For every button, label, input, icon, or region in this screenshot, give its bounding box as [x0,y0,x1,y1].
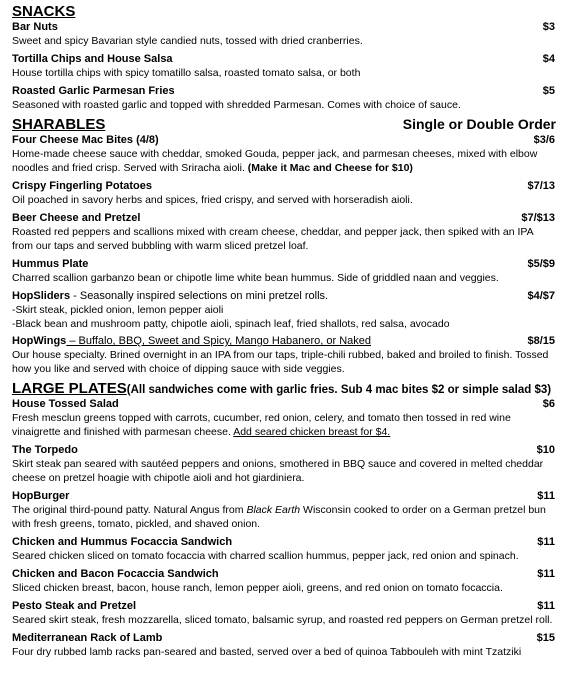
item-description: Four dry rubbed lamb racks pan-seared and basted, served over a bed of quinoa Tabbouleh with mint Tzatziki [12,646,522,658]
item-price: $8/15 [527,335,555,347]
item-description: House tortilla chips with spicy tomatillo salsa, roasted tomato salsa, or both [12,67,361,79]
item-name: Beer Cheese and Pretzel [12,212,141,224]
item-name: Bar Nuts [12,21,58,33]
item-price: $11 [537,600,555,612]
menu-item-beer-cheese [12,211,556,253]
item-price: $11 [537,490,555,502]
item-name: Tortilla Chips and House Salsa [12,53,173,65]
item-name: Hummus Plate [12,258,89,270]
large-plates-note: (All sandwiches come with garlic fries. Sub 4 mac bites $2 or simple salad $3) [126,384,552,396]
item-price: $5/$9 [527,258,555,270]
item-name: The Torpedo [12,444,78,456]
large-plates-header [12,380,556,397]
item-description: Our house specialty. Brined overnight in an IPA from our taps, triple-chili rubbed, baked and broiled to finish. Tossed how you like and served with choice of dipping sauce with side veggies. [12,349,549,375]
item-description: Fresh mesclun greens topped with carrots, cucumber, red onion, celery, and tomato then tossed in red wine vinaigrette and finished with parmesan cheese. Add seared chicken breast for $4. [12,412,511,438]
menu-item-hopsliders [12,289,556,331]
item-name: Roasted Garlic Parmesan Fries [12,85,175,97]
item-description: Seared chicken sliced on tomato focaccia with charred scallion hummus, pepper jack, red onion and spinach. [12,550,519,562]
slider-option: -Skirt steak, pickled onion, lemon pepper aioli [12,304,224,316]
menu-item-mac-bites [12,133,556,175]
menu-item-tortilla-chips [12,52,556,80]
item-price: $7/13 [527,180,555,192]
item-description: Home-made cheese sauce with cheddar, smoked Gouda, pepper jack, and parmesan cheeses, mixed with elbow noodles and fried crisp. Served with Sriracha aioli. (Make it Mac and Cheese for $10) [12,148,538,174]
sharables-header [12,116,556,133]
item-description: Sliced chicken breast, bacon, house ranch, lemon pepper aioli, greens, and red onion on tomato focaccia. [12,582,503,594]
item-name: House Tossed Salad [12,398,119,410]
item-price: $11 [537,568,555,580]
item-description: Oil poached in savory herbs and spices, fried crispy, and served with horseradish aioli. [12,194,413,206]
item-price: $10 [536,444,555,456]
menu-item-chicken-hummus [12,535,556,563]
snacks-title: SNACKS [12,3,76,20]
item-price: $11 [537,536,555,548]
item-price: $4/$7 [527,290,555,302]
item-subtitle: – Buffalo, BBQ, Sweet and Spicy, Mango Habanero, or Naked [66,335,371,347]
item-price: $6 [542,398,555,410]
menu-item-chicken-bacon [12,567,556,595]
item-description: Seasoned with roasted garlic and topped with shredded Parmesan. Comes with choice of sauce. [12,99,461,111]
item-description: Roasted red peppers and scallions mixed with cream cheese, cheddar, and pepper jack, then spiked with an IPA from our taps and served bubbling with warm sliced pretzel loaf. [12,226,534,252]
item-name: Pesto Steak and Pretzel [12,600,137,612]
item-name: Crispy Fingerling Potatoes [12,180,152,192]
large-plates-title: LARGE PLATES [12,380,127,397]
menu-item-hummus-plate [12,257,556,285]
item-price: $15 [536,632,555,644]
item-description [12,303,556,331]
item-price: $5 [542,85,555,97]
menu-item-rack-of-lamb [12,631,556,659]
item-name: Chicken and Bacon Focaccia Sandwich [12,568,219,580]
item-price: $3 [542,21,555,33]
order-size-label: Single or Double Order [402,116,556,132]
menu-item-house-salad [12,397,556,439]
item-price: $3/6 [533,134,555,146]
item-description: Charred scallion garbanzo bean or chipotle lime white bean hummus. Side of griddled naan and veggies. [12,272,499,284]
sharables-title: SHARABLES [12,116,106,133]
menu-item-hopburger [12,489,556,531]
item-description: Sweet and spicy Bavarian style candied nuts, tossed with dried cranberries. [12,35,363,47]
menu-item-hopwings [12,334,556,376]
item-price: $4 [542,53,555,65]
item-description: Seared skirt steak, fresh mozzarella, sliced tomato, balsamic syrup, and roasted red peppers on German pretzel roll. [12,614,553,626]
item-subtitle: - Seasonally inspired selections on mini pretzel rolls. [70,290,329,302]
item-name: HopSliders [12,290,71,302]
item-name: Chicken and Hummus Focaccia Sandwich [12,536,233,548]
menu-item-garlic-fries [12,84,556,112]
item-addon: Add seared chicken breast for $4. [233,426,391,438]
snacks-header [12,3,556,20]
menu-item-pesto-steak [12,599,556,627]
item-upsell: (Make it Mac and Cheese for $10) [244,162,413,174]
menu-item-torpedo [12,443,556,485]
item-name: HopBurger [12,490,70,502]
menu-item-bar-nuts [12,20,556,48]
item-description: The original third-pound patty. Natural Angus from Black Earth Wisconsin cooked to order on a German pretzel bun with fresh greens, tomato, pickled, and shaved onion. [12,504,546,530]
item-name: HopWings [12,335,67,347]
item-price: $7/$13 [521,212,555,224]
item-name: Four Cheese Mac Bites (4/8) [12,134,159,146]
item-name: Mediterranean Rack of Lamb [12,632,163,644]
item-description: Skirt steak pan seared with sautéed peppers and onions, smothered in BBQ sauce and covered in melted cheddar cheese on pretzel hoagie with chipotle aioli and hot giardiniera. [12,458,544,484]
menu-item-fingerling-potatoes [12,179,556,207]
slider-option: -Black bean and mushroom patty, chipotle aioli, spinach leaf, fried shallots, red salsa, avocado [12,318,450,330]
